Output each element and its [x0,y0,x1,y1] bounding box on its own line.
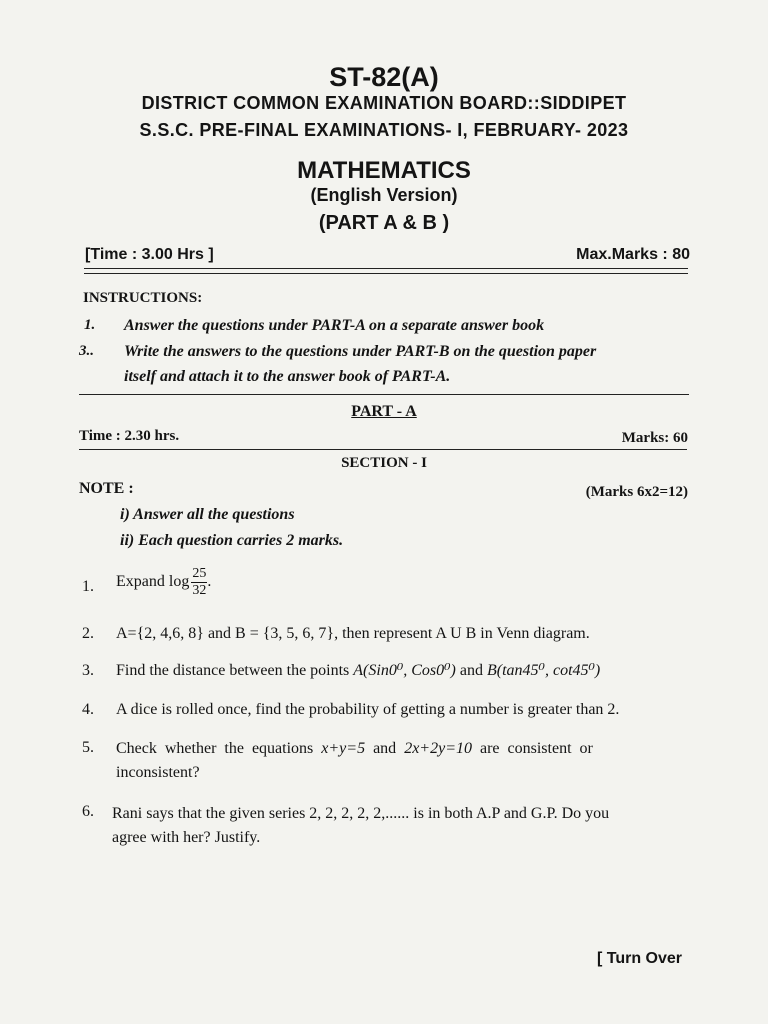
question-text-part: . [207,573,212,591]
question-line: Rani says that the given series 2, 2, 2, 2, 2,...... is in both A.P and G.P. Do you [112,805,610,822]
question-text-part: Expand log [116,573,190,591]
question-text-part: and [455,662,487,679]
divider [79,394,689,395]
question-text [112,802,609,850]
question-text: A={2, 4,6, 8} and B = {3, 5, 6, 7}, then represent A U B in Venn diagram. [116,625,590,642]
exam-title: S.S.C. PRE-FINAL EXAMINATIONS- I, FEBRUARY- 2023 [139,120,629,140]
question-text-part: and [365,740,405,757]
part-a-time: Time : 2.30 hrs. [79,428,180,444]
question-text-part: Check whether the equations [116,740,322,757]
question-number: 6. [82,803,94,820]
question-text [116,659,600,683]
equation-1: x+y=5 [321,740,366,757]
part-a-marks: Marks: 60 [621,430,688,446]
instruction-number: 1. [84,317,96,333]
fraction-numerator: 25 [192,566,207,581]
max-marks: Max.Marks : 80 [576,246,690,263]
instruction-text-cont: itself and attach it to the answer book of PART-A. [124,368,451,385]
point-a: A(Sin0⁰, Cos0⁰) [353,662,456,679]
question-line [116,737,688,761]
divider [79,449,687,450]
divider [84,273,688,274]
part-a-title [0,403,768,421]
question-text [116,737,688,785]
note-item: i) Answer all the questions [120,506,295,523]
turn-over-label: [ Turn Over [596,950,682,967]
note-label: NOTE : [79,480,134,497]
parts-label: (PART A & B ) [318,212,450,234]
version-label: (English Version) [310,185,458,205]
divider [84,268,688,269]
note-item: ii) Each question carries 2 marks. [120,532,344,549]
question-line: inconsistent? [116,764,200,781]
question-number: 2. [82,625,94,642]
question-number: 1. [82,578,94,595]
section-title: SECTION - I [341,455,427,471]
fraction [191,566,207,599]
paper-code: ST-82(A) [329,62,439,92]
point-b: B(tan45⁰, cot45⁰) [487,662,601,679]
fraction-denominator: 32 [192,583,207,598]
part-a-title-text: PART - A [351,403,417,420]
instruction-text: Answer the questions under PART-A on a separate answer book [124,317,545,334]
question-text-part: are consistent or [471,740,593,757]
total-time: [Time : 3.00 Hrs ] [85,246,214,263]
question-number: 3. [82,662,94,679]
board-name: DISTRICT COMMON EXAMINATION BOARD::SIDDIPET [141,93,627,113]
question-number: 5. [82,739,94,756]
subject-title: MATHEMATICS [297,157,471,184]
question-text [116,566,211,599]
question-text-part: Find the distance between the points [116,662,354,679]
instruction-text: Write the answers to the questions under PART-B on the question paper [124,343,597,360]
question-line: agree with her? Justify. [112,829,261,846]
instruction-number: 3.. [79,343,94,359]
section-marks: (Marks 6x2=12) [585,484,688,500]
equation-2: 2x+2y=10 [404,740,472,757]
instructions-title: INSTRUCTIONS: [83,290,203,306]
question-number: 4. [82,701,94,718]
question-text: A dice is rolled once, find the probability of getting a number is greater than 2. [116,701,620,718]
